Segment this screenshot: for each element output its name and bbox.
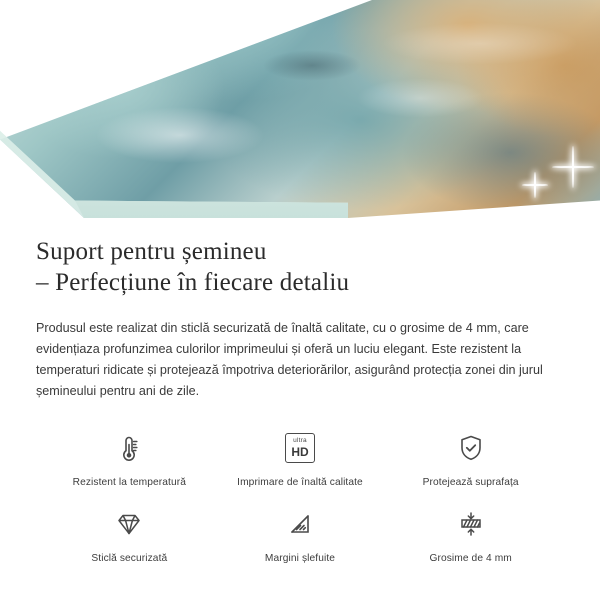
feature-item-tempered-glass — [44, 504, 215, 564]
ultra-hd-badge-bottom: HD — [291, 444, 309, 459]
shield-check-icon — [454, 428, 488, 468]
ultra-hd-icon — [285, 428, 315, 468]
ultra-hd-badge-top: ultra — [293, 437, 307, 445]
description-paragraph: Produsul este realizat din sticlă securizată de înaltă calitate, cu o grosime de 4 mm, care evidențiaza profunzimea culorilor imprimeului și oferă un luciu elegant. Este rezistent la temperaturi ridicate și protejează împotriva deteriorărilor, asigurând protecția zonei din jurul șemineului pentru ani de zile. — [36, 321, 543, 398]
polished-edges-icon — [283, 504, 317, 544]
page-title-line-2: – Perfecțiune în fiecare detaliu — [36, 269, 350, 296]
thermometer-icon — [112, 428, 146, 468]
page-title-line-1: Suport pentru șemineu — [36, 238, 267, 265]
hero-product-image — [0, 0, 600, 218]
feature-item-print-quality — [215, 428, 386, 488]
content-section — [0, 218, 600, 564]
feature-label: Imprimare de înaltă calitate — [237, 477, 363, 488]
page-title — [36, 236, 564, 298]
feature-label: Grosime de 4 mm — [429, 553, 512, 564]
feature-label: Margini șlefuite — [264, 553, 336, 564]
diamond-icon — [112, 504, 146, 544]
feature-grid — [36, 428, 564, 564]
feature-item-temperature — [44, 428, 215, 488]
feature-item-polished-edges — [215, 504, 386, 564]
feature-item-surface-protection — [385, 428, 556, 488]
feature-label: Rezistent la temperatură — [72, 477, 187, 488]
feature-label: Sticlă securizată — [91, 553, 168, 564]
feature-item-thickness — [385, 504, 556, 564]
thickness-icon — [454, 504, 488, 544]
feature-label: Protejează suprafața — [422, 477, 519, 488]
marble-swirl-overlay — [0, 0, 600, 218]
